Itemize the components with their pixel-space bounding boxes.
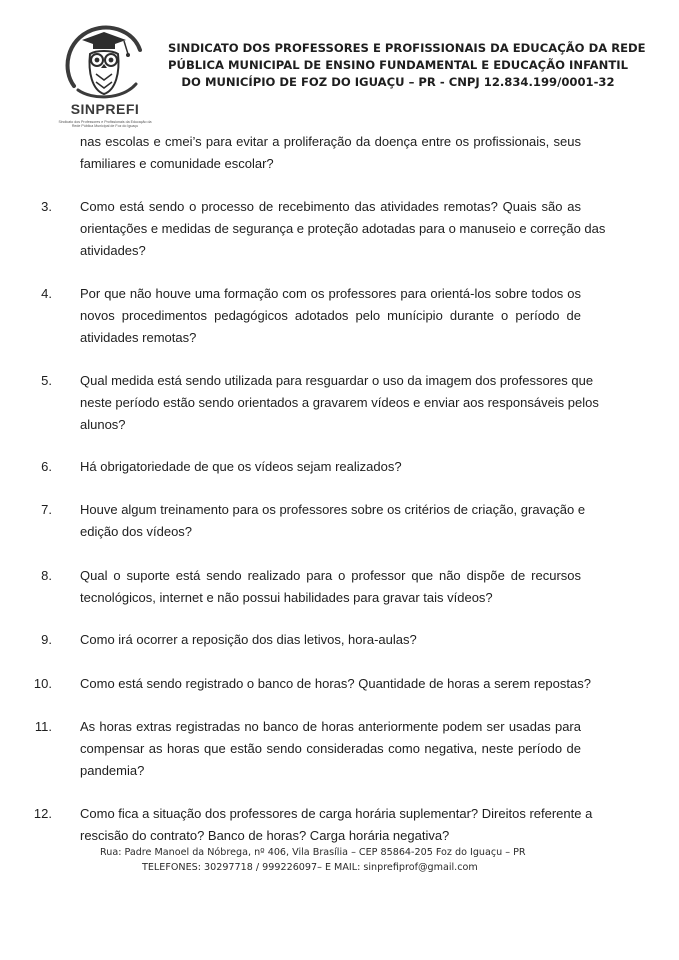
question-number: 10. (33, 676, 52, 691)
question-number: 11. (34, 719, 52, 734)
footer-address: Rua: Padre Manoel da Nóbrega, nº 406, Vila Brasília – CEP 85864-205 Foz do Iguaçu – PR (100, 847, 526, 858)
question-line: compensar as horas que estão sendo consideradas como negativa, neste período de (80, 741, 581, 756)
footer-contact: TELEFONES: 30297718 / 999226097– E MAIL: sinprefiprof@gmail.com (142, 862, 478, 873)
question-line: Como está sendo o processo de recebimento das atividades remotas? Quais são as (80, 199, 581, 214)
question-line: novos procedimentos pedagógicos adotados pelo munícipio durante o período de (80, 308, 581, 323)
continued-line: familiares e comunidade escolar? (80, 156, 274, 171)
question-number: 12. (33, 806, 52, 821)
letterhead-line-1: SINDICATO DOS PROFESSORES E PROFISSIONAIS DA EDUCAÇÃO DA REDE (168, 41, 646, 55)
logo-name: SINPREFI (70, 101, 140, 117)
sinprefi-logo (52, 20, 156, 138)
letterhead-line-3: DO MUNICÍPIO DE FOZ DO IGUAÇU – PR - CNPJ 12.834.199/0001-32 (181, 75, 615, 89)
logo-subtitle: Sindicato dos Professores e Profissionais da Educação da Rede Pública Municipal de Foz do Iguaçu (58, 120, 152, 129)
letterhead (168, 40, 646, 91)
question-number: 9. (41, 632, 52, 647)
question-line: Houve algum treinamento para os professores sobre os critérios de criação, gravação e (80, 502, 586, 517)
question-line: tecnológicos, internet e não possui habilidades para gravar tais vídeos? (80, 590, 493, 605)
question-line: Há obrigatoriedade de que os vídeos sejam realizados? (80, 459, 402, 474)
question-line: orientações e medidas de segurança e proteção adotadas para o manuseio e correção das (80, 221, 606, 236)
question-line: rescisão do contrato? Banco de horas? Carga horária negativa? (80, 828, 450, 843)
question-line: Qual o suporte está sendo realizado para o professor que não dispõe de recursos (80, 568, 581, 583)
question-number: 7. (41, 502, 52, 517)
continued-line: nas escolas e cmei’s para evitar a proliferação da doença entre os profissionais, seus (80, 134, 581, 149)
question-number: 6. (41, 459, 52, 474)
address-footer (60, 845, 581, 875)
question-line: Como fica a situação dos professores de carga horária suplementar? Direitos referente a (80, 806, 593, 821)
question-line: pandemia? (80, 763, 145, 778)
letterhead-line-2: PÚBLICA MUNICIPAL DE ENSINO FUNDAMENTAL E EDUCAÇÃO INFANTIL (168, 58, 628, 72)
question-line: Por que não houve uma formação com os professores para orientá-los sobre todos os (80, 286, 581, 301)
question-line: Qual medida está sendo utilizada para resguardar o uso da imagem dos professores que (80, 373, 594, 388)
question-line: alunos? (80, 417, 126, 432)
question-number: 4. (41, 286, 52, 301)
question-line: edição dos vídeos? (80, 524, 193, 539)
question-line: atividades remotas? (80, 330, 197, 345)
question-number: 5. (41, 373, 52, 388)
question-line: neste período estão sendo orientados a gravarem vídeos e enviar aos responsáveis pelos (80, 395, 599, 410)
question-line: Como está sendo registrado o banco de horas? Quantidade de horas a serem repostas? (80, 676, 591, 691)
question-line: atividades? (80, 243, 146, 258)
question-line: As horas extras registradas no banco de horas anteriormente podem ser usadas para (80, 719, 581, 734)
question-number: 3. (41, 199, 52, 214)
question-number: 8. (41, 568, 52, 583)
question-line: Como irá ocorrer a reposição dos dias letivos, hora-aulas? (80, 632, 417, 647)
owl-icon (52, 20, 156, 104)
